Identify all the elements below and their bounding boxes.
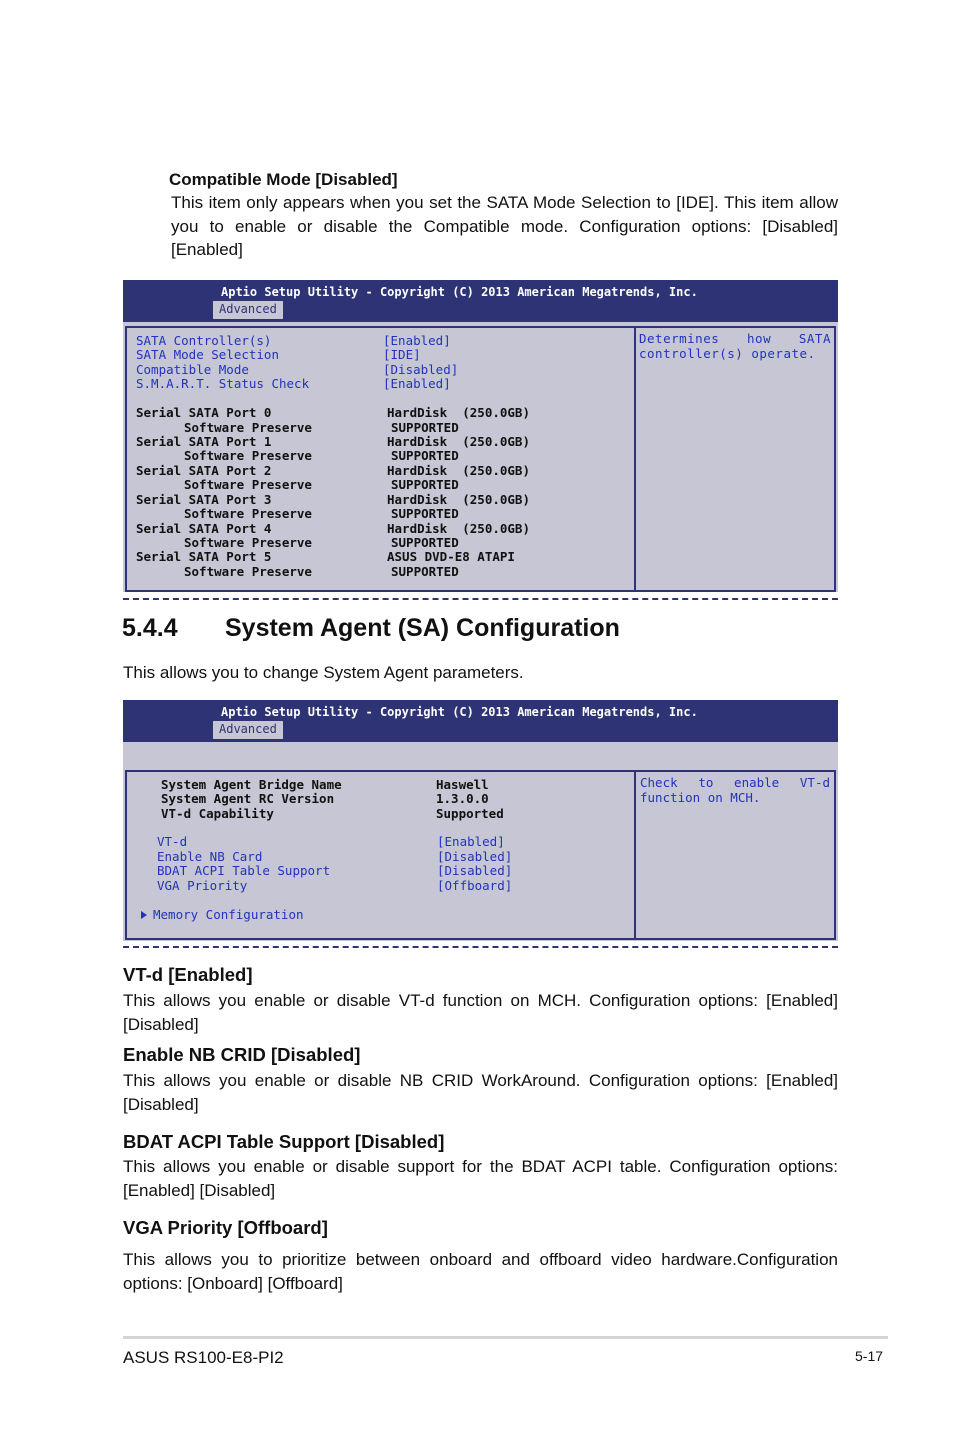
port-1-label: Serial SATA Port 1: [136, 434, 272, 449]
bios-header: [123, 700, 838, 742]
bios-bottom-dash: [123, 598, 838, 600]
port-1-sub-label: Software Preserve: [184, 448, 312, 463]
setting-vtd-value[interactable]: [Enabled]: [437, 834, 505, 849]
port-5-sub-label: Software Preserve: [184, 564, 312, 579]
info-bridge-name-value: Haswell: [436, 777, 489, 792]
bios-screen-system-agent: [123, 700, 838, 941]
submenu-memory-configuration[interactable]: [141, 908, 304, 922]
setting-enable-nb-card[interactable]: Enable NB Card: [157, 849, 263, 864]
bios-title: Aptio Setup Utility - Copyright (C) 2013 American Megatrends, Inc.: [221, 285, 698, 299]
bios-help-text: Check to enable VT-d function on MCH.: [640, 775, 830, 805]
item-vga-text: This allows you to prioritize between onboard and offboard video hardware.Configuration options: [Onboard] [Offboard]: [123, 1250, 838, 1293]
compatible-mode-heading: Compatible Mode [Disabled]: [169, 170, 398, 189]
item-vtd-heading: VT-d [Enabled]: [123, 964, 253, 985]
tab-advanced[interactable]: Advanced: [213, 301, 283, 319]
setting-compatible-mode-value[interactable]: [Disabled]: [383, 362, 459, 377]
port-4-sub-label: Software Preserve: [184, 535, 312, 550]
info-vtd-capability: VT-d Capability: [161, 806, 274, 821]
setting-bdat-acpi-value[interactable]: [Disabled]: [437, 863, 513, 878]
item-bdat-heading: BDAT ACPI Table Support [Disabled]: [123, 1131, 445, 1152]
info-vtd-capability-value: Supported: [436, 806, 504, 821]
section-number: 5.4.4: [122, 614, 178, 642]
port-4-sub-value: SUPPORTED: [391, 535, 459, 550]
port-3-sub-value: SUPPORTED: [391, 506, 459, 521]
info-rc-version-value: 1.3.0.0: [436, 791, 489, 806]
bios-header: [123, 280, 838, 322]
port-1-value: HardDisk (250.0GB): [387, 434, 530, 449]
section-title: [122, 614, 620, 643]
port-0-sub-label: Software Preserve: [184, 420, 312, 435]
port-3-sub-label: Software Preserve: [184, 506, 312, 521]
port-0-sub-value: SUPPORTED: [391, 420, 459, 435]
setting-vtd[interactable]: VT-d: [157, 834, 188, 849]
bios-panel-divider: [634, 770, 636, 940]
setting-vga-priority-value[interactable]: [Offboard]: [437, 878, 513, 893]
port-2-value: HardDisk (250.0GB): [387, 463, 530, 478]
port-5-label: Serial SATA Port 5: [136, 549, 272, 564]
section-title-text: System Agent (SA) Configuration: [225, 614, 620, 642]
footer-model: ASUS RS100-E8-PI2: [123, 1348, 284, 1367]
port-2-sub-label: Software Preserve: [184, 477, 312, 492]
setting-vga-priority[interactable]: VGA Priority: [157, 878, 248, 893]
bios-help-text: Determines how SATA controller(s) operate.: [639, 331, 831, 361]
port-3-value: HardDisk (250.0GB): [387, 492, 530, 507]
footer-rule: [123, 1336, 888, 1339]
submenu-label: Memory Configuration: [153, 907, 304, 922]
setting-smart-status-value[interactable]: [Enabled]: [383, 376, 451, 391]
tab-advanced[interactable]: Advanced: [213, 721, 283, 739]
setting-compatible-mode[interactable]: Compatible Mode: [136, 362, 249, 377]
section-intro: This allows you to change System Agent parameters.: [123, 663, 524, 682]
setting-sata-controller[interactable]: SATA Controller(s): [136, 333, 272, 348]
setting-sata-controller-value[interactable]: [Enabled]: [383, 333, 451, 348]
port-4-label: Serial SATA Port 4: [136, 521, 272, 536]
port-5-value: ASUS DVD-E8 ATAPI: [387, 549, 515, 564]
footer-page-number: 5-17: [855, 1348, 884, 1364]
compatible-mode-text: This item only appears when you set the SATA Mode Selection to [IDE]. This item allow you to enable or disable the Compatible mode. Configuration options: [Disabled] [Enabled]: [171, 193, 838, 259]
setting-enable-nb-card-value[interactable]: [Disabled]: [437, 849, 513, 864]
port-0-value: HardDisk (250.0GB): [387, 405, 530, 420]
submenu-arrow-icon: [141, 911, 147, 919]
port-0-label: Serial SATA Port 0: [136, 405, 272, 420]
bios-panel-divider: [634, 326, 636, 592]
item-nb-crid-text: This allows you enable or disable NB CRID WorkAround. Configuration options: [Enabled] [Disabled]: [123, 1071, 838, 1114]
item-bdat-text: This allows you enable or disable support for the BDAT ACPI table. Configuration options: [Enabled] [Disabled]: [123, 1157, 838, 1200]
setting-sata-mode-value[interactable]: [IDE]: [383, 347, 421, 362]
bios-screen-sata: [123, 280, 838, 592]
port-2-sub-value: SUPPORTED: [391, 477, 459, 492]
setting-bdat-acpi[interactable]: BDAT ACPI Table Support: [157, 863, 331, 878]
port-4-value: HardDisk (250.0GB): [387, 521, 530, 536]
port-5-sub-value: SUPPORTED: [391, 564, 459, 579]
item-nb-crid-heading: Enable NB CRID [Disabled]: [123, 1044, 361, 1065]
port-3-label: Serial SATA Port 3: [136, 492, 272, 507]
info-bridge-name: System Agent Bridge Name: [161, 777, 342, 792]
bios-bottom-dash: [123, 946, 838, 948]
bios-title: Aptio Setup Utility - Copyright (C) 2013 American Megatrends, Inc.: [221, 705, 698, 719]
info-rc-version: System Agent RC Version: [161, 791, 335, 806]
port-2-label: Serial SATA Port 2: [136, 463, 272, 478]
item-vga-heading: VGA Priority [Offboard]: [123, 1217, 328, 1238]
port-1-sub-value: SUPPORTED: [391, 448, 459, 463]
setting-smart-status[interactable]: S.M.A.R.T. Status Check: [136, 376, 310, 391]
setting-sata-mode[interactable]: SATA Mode Selection: [136, 347, 279, 362]
item-vtd-text: This allows you enable or disable VT-d function on MCH. Configuration options: [Enabled] [Disabled]: [123, 991, 838, 1034]
